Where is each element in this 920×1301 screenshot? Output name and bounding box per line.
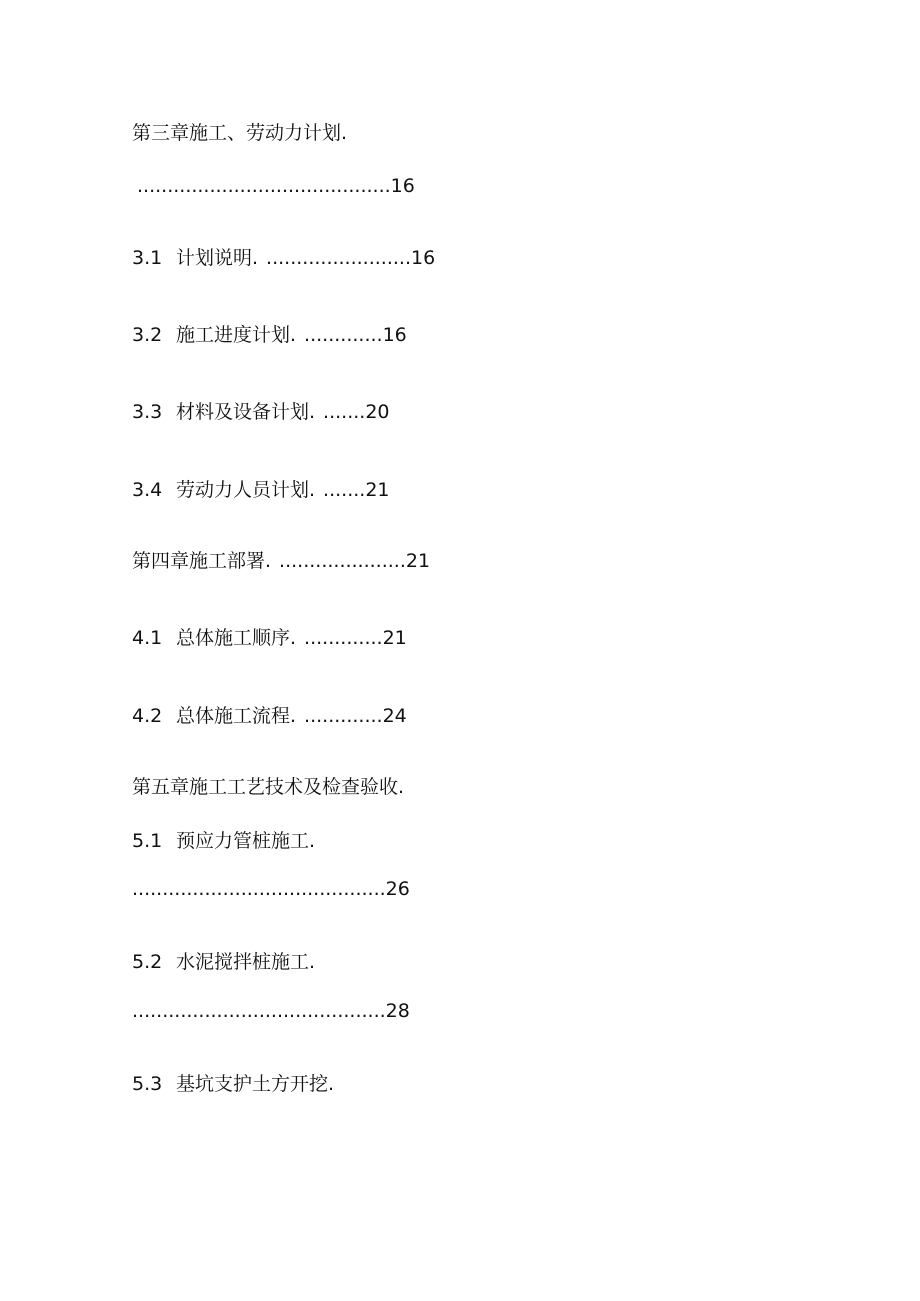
toc-chapter-3-title: 第三章施工、劳动力计划. bbox=[132, 122, 348, 144]
toc-leader-dots: ....... bbox=[323, 479, 366, 501]
toc-section-5-1 bbox=[132, 829, 315, 853]
toc-section-number: 5.2 bbox=[132, 951, 163, 973]
toc-section-title: 总体施工流程. bbox=[176, 705, 297, 727]
toc-section-number: 3.1 bbox=[132, 247, 163, 269]
toc-section-number: 5.1 bbox=[132, 830, 163, 852]
toc-page-number: 28 bbox=[385, 1000, 410, 1022]
toc-section-number: 5.3 bbox=[132, 1073, 163, 1095]
toc-page-number: 24 bbox=[382, 705, 407, 727]
toc-section-5-1-leader bbox=[132, 877, 410, 901]
toc-section-3-3 bbox=[132, 400, 390, 424]
toc-section-5-2 bbox=[132, 950, 315, 974]
toc-leader-dots: ........................ bbox=[266, 247, 411, 269]
toc-section-title: 预应力管桩施工. bbox=[176, 830, 316, 852]
toc-section-5-3 bbox=[132, 1072, 334, 1096]
toc-section-3-1 bbox=[132, 246, 435, 270]
toc-section-4-1 bbox=[132, 626, 407, 650]
toc-leader-dots: ..................... bbox=[279, 550, 406, 572]
toc-chapter-3 bbox=[132, 121, 347, 145]
toc-page-number: 16 bbox=[382, 324, 407, 346]
toc-leader-dots: .......................................... bbox=[132, 878, 386, 900]
toc-section-title: 总体施工顺序. bbox=[176, 627, 297, 649]
toc-leader-dots: .......................................... bbox=[132, 1000, 386, 1022]
toc-page-number: 20 bbox=[365, 401, 390, 423]
toc-chapter-3-leader bbox=[137, 174, 415, 198]
toc-section-number: 3.3 bbox=[132, 401, 163, 423]
toc-leader-dots: ....... bbox=[323, 401, 366, 423]
toc-page-number: 16 bbox=[390, 175, 415, 197]
toc-section-4-2 bbox=[132, 704, 407, 728]
toc-chapter-5 bbox=[132, 775, 404, 799]
toc-leader-dots: ............. bbox=[304, 324, 383, 346]
toc-chapter-5-title: 第五章施工工艺技术及检查验收. bbox=[132, 776, 405, 798]
toc-section-3-2 bbox=[132, 323, 407, 347]
toc-section-5-2-leader bbox=[132, 999, 410, 1023]
toc-page-number: 16 bbox=[411, 247, 436, 269]
toc-section-title: 计划说明. bbox=[176, 247, 259, 269]
toc-leader-dots: .......................................... bbox=[137, 175, 391, 197]
toc-section-title: 劳动力人员计划. bbox=[176, 479, 316, 501]
toc-leader-dots: ............. bbox=[304, 705, 383, 727]
toc-chapter-4-title: 第四章施工部署. bbox=[132, 550, 272, 572]
toc-page-number: 21 bbox=[405, 550, 431, 572]
toc-section-number: 4.2 bbox=[132, 705, 163, 727]
toc-section-title: 水泥搅拌桩施工. bbox=[176, 951, 316, 973]
toc-page-number: 21 bbox=[382, 627, 407, 649]
toc-page-number: 26 bbox=[385, 878, 410, 900]
toc-section-title: 施工进度计划. bbox=[176, 324, 297, 346]
toc-section-title: 材料及设备计划. bbox=[176, 401, 316, 423]
toc-section-number: 4.1 bbox=[132, 627, 163, 649]
toc-section-3-4 bbox=[132, 478, 390, 502]
toc-section-number: 3.4 bbox=[132, 479, 163, 501]
toc-section-title: 基坑支护土方开挖. bbox=[176, 1073, 335, 1095]
toc-page-number: 21 bbox=[365, 479, 390, 501]
toc-section-number: 3.2 bbox=[132, 324, 163, 346]
toc-chapter-4 bbox=[132, 549, 430, 573]
toc-leader-dots: ............. bbox=[304, 627, 383, 649]
